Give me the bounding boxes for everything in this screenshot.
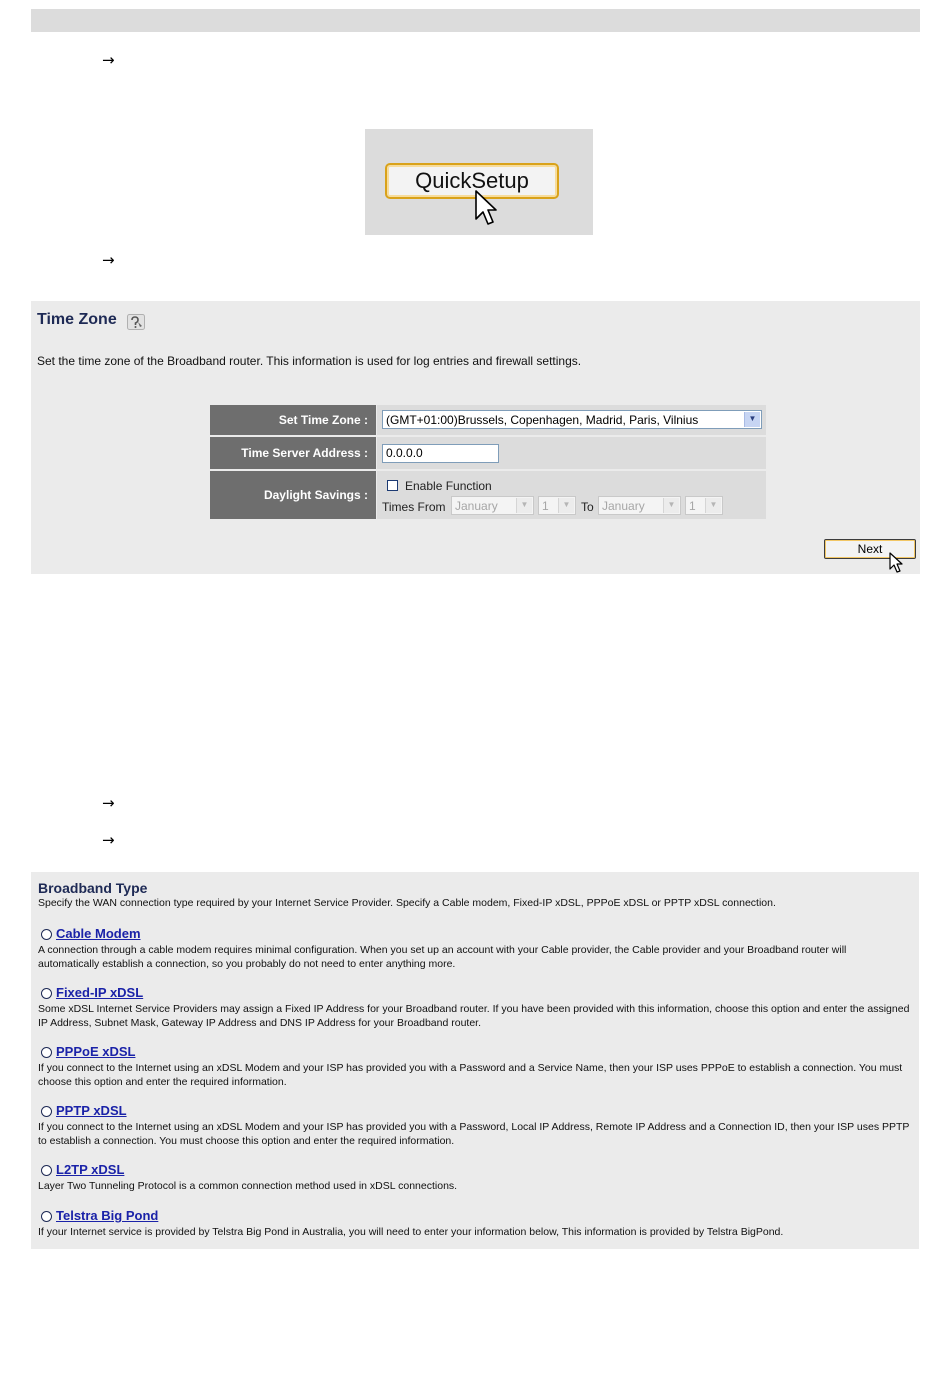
option-description: If you connect to the Internet using an xDSL Modem and your ISP has provided you with a Password and a Service Name, then your ISP uses PPPoE to establish a connection. You must choose this option and enter the required information. [38, 1062, 903, 1088]
option-link[interactable]: PPPoE xDSL [56, 1044, 136, 1059]
help-icon[interactable] [127, 314, 145, 330]
time-zone-select-value: (GMT+01:00)Brussels, Copenhagen, Madrid, Paris, Vilnius [386, 413, 699, 427]
option-link[interactable]: PPTP xDSL [56, 1103, 127, 1118]
option-description: If your Internet service is provided by Telstra Big Pond in Australia, you will need to enter your information below, This information is provided by Telstra BigPond. [38, 1226, 784, 1238]
broadband-type-title: Broadband Type [38, 880, 148, 896]
option-description: A connection through a cable modem requires minimal configuration. When you set up an account with your Cable provider, the Cable provider and your Broadband router will automatically establish a connection, so you probably do not need to enter anything more. [38, 944, 847, 970]
option-link[interactable]: L2TP xDSL [56, 1162, 125, 1177]
next-button[interactable]: Next [824, 539, 916, 559]
time-zone-select[interactable] [382, 410, 762, 429]
arrow-bullet: → [102, 51, 115, 69]
radio-button[interactable] [41, 1047, 52, 1058]
arrow-bullet: → [102, 251, 115, 269]
radio-button[interactable] [41, 988, 52, 999]
to-day-select[interactable] [685, 496, 723, 515]
option-link[interactable]: Telstra Big Pond [56, 1208, 159, 1223]
enable-function-label: Enable Function [405, 479, 492, 493]
set-time-zone-label: Set Time Zone : [210, 405, 376, 435]
to-day-value: 1 [689, 499, 696, 513]
time-server-cell [377, 437, 766, 469]
option-description: If you connect to the Internet using an xDSL Modem and your ISP has provided you with a Password, Local IP Address, Remote IP Address and a Connection ID, then your ISP uses PPTP to establish a connection. You must choose this option and enter the required information. [38, 1121, 910, 1147]
daylight-savings-label: Daylight Savings : [210, 471, 376, 519]
daylight-savings-cell [377, 471, 766, 519]
set-time-zone-cell [377, 405, 766, 435]
broadband-type-panel [31, 872, 919, 1249]
mouse-cursor-icon [889, 552, 903, 574]
option-description: Some xDSL Internet Service Providers may assign a Fixed IP Address for your Broadband router. If you have been provided with this information, choose this option and enter the assigned IP Address, Subnet Mask, Gateway IP Address and DNS IP Address for your Broadband router. [38, 1003, 910, 1029]
chevron-down-icon: ▼ [663, 498, 679, 513]
option-link[interactable]: Fixed-IP xDSL [56, 985, 144, 1000]
times-from-label: Times From [382, 500, 446, 514]
time-server-input[interactable]: 0.0.0.0 [382, 444, 499, 463]
from-month-select[interactable] [451, 496, 534, 515]
arrow-bullet: → [102, 794, 115, 812]
broadband-type-description: Specify the WAN connection type required by your Internet Service Provider. Specify a Cable modem, Fixed-IP xDSL, PPPoE xDSL or PPTP xDSL connection. [38, 897, 776, 909]
radio-button[interactable] [41, 1211, 52, 1222]
radio-button[interactable] [41, 929, 52, 940]
page-title: Time Zone [37, 311, 117, 328]
chevron-down-icon: ▼ [744, 412, 760, 427]
from-month-value: January [455, 499, 498, 513]
from-day-value: 1 [542, 499, 549, 513]
option-description: Layer Two Tunneling Protocol is a common connection method used in xDSL connections. [38, 1180, 458, 1192]
radio-button[interactable] [41, 1106, 52, 1117]
chevron-down-icon: ▼ [558, 498, 574, 513]
mouse-cursor-icon [475, 190, 497, 226]
radio-button[interactable] [41, 1165, 52, 1176]
time-zone-panel [31, 301, 920, 574]
time-server-label: Time Server Address : [210, 437, 376, 469]
to-month-select[interactable] [598, 496, 681, 515]
to-month-value: January [602, 499, 645, 513]
from-day-select[interactable] [538, 496, 576, 515]
arrow-bullet: → [102, 831, 115, 849]
enable-function-checkbox[interactable] [387, 480, 398, 491]
to-label: To [581, 500, 594, 514]
quick-setup-button[interactable]: QuickSetup [385, 163, 559, 199]
chevron-down-icon: ▼ [516, 498, 532, 513]
option-link[interactable]: Cable Modem [56, 926, 141, 941]
quick-setup-panel [365, 129, 593, 235]
chevron-down-icon: ▼ [705, 498, 721, 513]
header-bar [31, 9, 920, 32]
time-zone-description: Set the time zone of the Broadband router. This information is used for log entries and firewall settings. [37, 354, 582, 368]
